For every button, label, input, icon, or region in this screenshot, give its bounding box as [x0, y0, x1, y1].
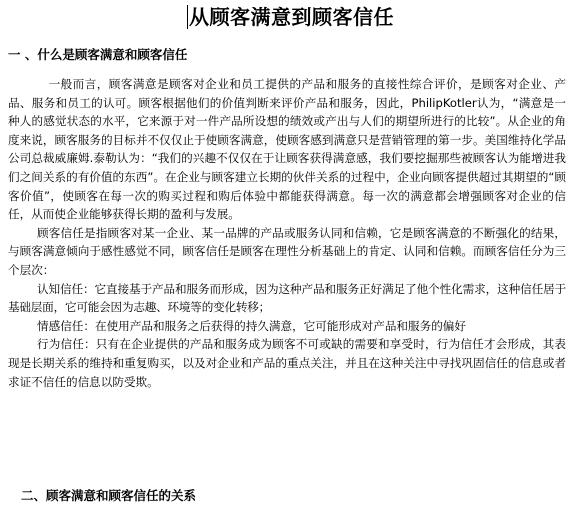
title-line — [0, 2, 581, 32]
section-heading-2: 二、顾客满意和顾客信任的关系 — [21, 488, 197, 503]
paragraph-behavioral-trust: 行为信任：只有在企业提供的产品和服务成为顾客不可或缺的需要和享受时，行为信任才会形成，其表现是长期关系的维持和重复购买，以及对企业和产品的重点关注，并且在这种关注中寻找巩固信任的信息或者求证不信任的信息以防受欺。 — [8, 337, 566, 389]
paragraph-cognitive-trust: 认知信任：它直接基于产品和服务而形成，因为这种产品和服务正好满足了他个性化需求，这种信任居于基础层面，它可能会因为志趣、环境等的变化转移； — [8, 281, 566, 315]
section-heading-1: 一 、什么是顾客满意和顾客信任 — [8, 47, 188, 62]
paragraph-customer-satisfaction: 一般而言，顾客满意是顾客对企业和员工提供的产品和服务的直接性综合评价，是顾客对企业、产品、服务和员工的认可。顾客根据他们的价值判断来评价产品和服务，因此，PhilipKotler认为，“满意是一种人的感觉状态的水平，它来源于对一件产品所设想的绩效或产出与人们的期望所进行的比较”。从企业的角度来说，顾客服务的目标并不仅仅止于使顾客满意，使顾客感到满意只是营销管理的第一步。美国维持化学品公司总裁威廉姆.泰勒认为：“我们的兴趣不仅仅在于让顾客获得满意感，我们要挖掘那些被顾客认为能增进我们之间关系的有价值的东西”。在企业与顾客建立长期的伙伴关系的过程中，企业向顾客提供超过其期望的“顾客价值”，使顾客在每一次的购买过程和购后体验中都能获得满意。每一次的满意都会增强顾客对企业的信任，从而使企业能够获得长期的盈利与发展。 — [8, 77, 566, 222]
document-title: 从顾客满意到顾客信任 — [189, 5, 394, 29]
paragraph-emotional-trust: 情感信任：在使用产品和服务之后获得的持久满意，它可能形成对产品和服务的偏好 — [37, 318, 466, 333]
paragraph-customer-trust: 顾客信任是指顾客对某一企业、某一品牌的产品或服务认同和信赖，它是顾客满意的不断强化的结果，与顾客满意倾向于感性感觉不同，顾客信任是顾客在理性分析基础上的肯定、认同和信赖。而顾客信任分为三个层次： — [8, 225, 566, 277]
text-cursor — [187, 5, 188, 29]
document-body — [8, 75, 566, 391]
